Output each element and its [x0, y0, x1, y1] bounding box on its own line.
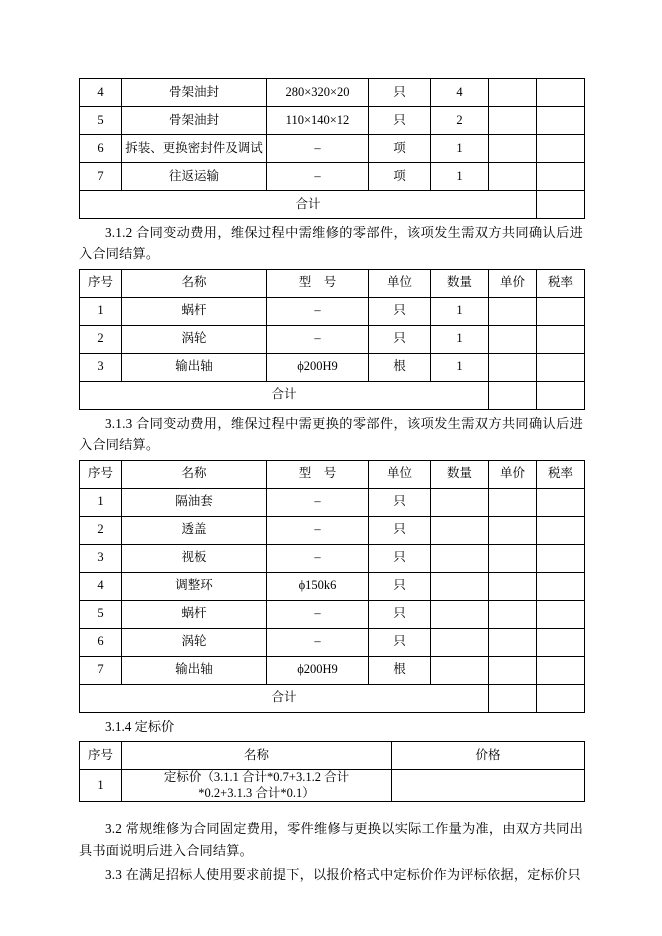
cell-seq: 3: [80, 544, 122, 572]
cell-unit: 只: [369, 628, 431, 656]
cell-tax: [537, 656, 585, 684]
total-value: [537, 191, 585, 219]
header-name: 名称: [122, 269, 267, 297]
cell-model: –: [267, 488, 369, 516]
header-price: 价格: [392, 741, 585, 769]
cell-unit: 根: [369, 353, 431, 381]
cell-model: –: [267, 325, 369, 353]
total-label: 合计: [80, 684, 489, 712]
cell-price: [489, 297, 537, 325]
table-row: [80, 600, 585, 628]
formula-line-1: 定标价（3.1.1 合计*0.7+3.1.2 合计: [163, 769, 350, 784]
table-row: [80, 572, 585, 600]
cell-tax: [537, 325, 585, 353]
cell-name: 隔油套: [122, 488, 267, 516]
cell-name: 蜗杆: [122, 600, 267, 628]
header-seq: 序号: [80, 269, 122, 297]
cell-unit: 只: [369, 544, 431, 572]
header-unit: 单位: [369, 460, 431, 488]
header-model: 型 号: [267, 269, 369, 297]
cell-model: –: [267, 628, 369, 656]
cell-seq: 7: [80, 163, 122, 191]
header-price: 单价: [489, 460, 537, 488]
cell-tax: [537, 297, 585, 325]
cell-model: –: [267, 135, 369, 163]
cell-model: ϕ150k6: [267, 572, 369, 600]
table-header-row: [80, 741, 585, 769]
cell-tax: [537, 544, 585, 572]
cell-unit: 只: [369, 107, 431, 135]
table-header-row: [80, 460, 585, 488]
cell-name: 骨架油封: [122, 107, 267, 135]
table-3-1-4: [79, 741, 585, 802]
cell-formula: [122, 769, 392, 801]
cell-tax: [537, 572, 585, 600]
cell-name: 调整环: [122, 572, 267, 600]
total-tax: [537, 684, 585, 712]
cell-name: 涡轮: [122, 628, 267, 656]
header-tax: 税率: [537, 269, 585, 297]
table-header-row: [80, 269, 585, 297]
cell-unit: 只: [369, 297, 431, 325]
cell-name: 拆装、更换密封件及调试: [122, 135, 267, 163]
table-row: [80, 544, 585, 572]
cell-tax: [537, 600, 585, 628]
cell-unit: 只: [369, 516, 431, 544]
cell-model: 280×320×20: [267, 79, 369, 107]
cell-tax: [537, 516, 585, 544]
cell-price: [489, 572, 537, 600]
cell-qty: 1: [431, 325, 489, 353]
paragraph-3-3: 3.3 在满足招标人使用要求前提下，以报价格式中定标价作为评标依据，定标价只: [105, 866, 581, 882]
paragraph-3-2: 3.2 常规维修为合同固定费用，零件维修与更换以实际工作量为准，由双方共同出具书面说明后进入合同结算。: [79, 821, 583, 858]
header-qty: 数量: [431, 460, 489, 488]
cell-qty: 1: [431, 297, 489, 325]
cell-price: [489, 656, 537, 684]
cell-tax: [537, 163, 585, 191]
table-3-1-1-continued: [79, 78, 585, 219]
cell-name: 骨架油封: [122, 79, 267, 107]
cell-model: –: [267, 544, 369, 572]
cell-price: [489, 79, 537, 107]
header-price: 单价: [489, 269, 537, 297]
total-tax: [537, 381, 585, 409]
total-price: [489, 684, 537, 712]
cell-model: –: [267, 516, 369, 544]
total-price: [489, 381, 537, 409]
table-row: [80, 325, 585, 353]
header-seq: 序号: [80, 741, 122, 769]
table-total-row: [80, 381, 585, 409]
cell-qty: [431, 600, 489, 628]
paragraph-3-1-2: 3.1.2 合同变动费用，维保过程中需维修的零部件，该项发生需双方共同确认后进入合同结算。: [79, 225, 583, 262]
table-row: [80, 107, 585, 135]
table-row: [80, 628, 585, 656]
header-unit: 单位: [369, 269, 431, 297]
cell-model: –: [267, 600, 369, 628]
cell-seq: 5: [80, 600, 122, 628]
closing-paragraphs: [79, 818, 583, 885]
cell-qty: 1: [431, 135, 489, 163]
cell-name: 蜗杆: [122, 297, 267, 325]
table-row: [80, 516, 585, 544]
total-label: 合计: [80, 381, 489, 409]
cell-model: ϕ200H9: [267, 656, 369, 684]
cell-model: ϕ200H9: [267, 353, 369, 381]
cell-price: [392, 769, 585, 801]
cell-price: [489, 516, 537, 544]
cell-unit: 只: [369, 488, 431, 516]
cell-qty: [431, 516, 489, 544]
cell-seq: 7: [80, 656, 122, 684]
cell-tax: [537, 628, 585, 656]
cell-price: [489, 163, 537, 191]
cell-unit: 只: [369, 600, 431, 628]
cell-qty: 1: [431, 353, 489, 381]
table-total-row: [80, 684, 585, 712]
cell-price: [489, 600, 537, 628]
table-3-1-3: [79, 460, 585, 713]
cell-unit: 项: [369, 163, 431, 191]
cell-qty: [431, 572, 489, 600]
cell-model: –: [267, 163, 369, 191]
cell-name: 输出轴: [122, 353, 267, 381]
cell-tax: [537, 79, 585, 107]
cell-unit: 项: [369, 135, 431, 163]
table-row: [80, 297, 585, 325]
table-row: [80, 163, 585, 191]
table-row: [80, 656, 585, 684]
cell-name: 透盖: [122, 516, 267, 544]
cell-price: [489, 107, 537, 135]
cell-unit: 只: [369, 572, 431, 600]
cell-seq: 1: [80, 488, 122, 516]
header-name: 名称: [122, 460, 267, 488]
cell-tax: [537, 107, 585, 135]
cell-seq: 1: [80, 297, 122, 325]
header-model: 型 号: [267, 460, 369, 488]
table-row: [80, 79, 585, 107]
cell-price: [489, 353, 537, 381]
cell-seq: 3: [80, 353, 122, 381]
table-3-1-2: [79, 269, 585, 410]
total-label: 合计: [80, 191, 537, 219]
cell-name: 输出轴: [122, 656, 267, 684]
cell-price: [489, 488, 537, 516]
header-seq: 序号: [80, 460, 122, 488]
cell-seq: 1: [80, 769, 122, 801]
cell-unit: 只: [369, 79, 431, 107]
cell-price: [489, 544, 537, 572]
cell-seq: 5: [80, 107, 122, 135]
header-name: 名称: [122, 741, 392, 769]
cell-seq: 2: [80, 325, 122, 353]
cell-seq: 4: [80, 572, 122, 600]
cell-qty: 4: [431, 79, 489, 107]
table-row: [80, 353, 585, 381]
table-row: [80, 488, 585, 516]
table-total-row: [80, 191, 585, 219]
cell-seq: 6: [80, 628, 122, 656]
cell-qty: [431, 544, 489, 572]
cell-unit: 根: [369, 656, 431, 684]
cell-seq: 4: [80, 79, 122, 107]
cell-qty: 1: [431, 163, 489, 191]
cell-name: 视板: [122, 544, 267, 572]
cell-seq: 6: [80, 135, 122, 163]
formula-line-2: *0.2+3.1.3 合计*0.1）: [198, 785, 315, 800]
cell-qty: [431, 488, 489, 516]
cell-price: [489, 135, 537, 163]
paragraph-3-1-3: 3.1.3 合同变动费用，维保过程中需更换的零部件，该项发生需双方共同确认后进入合同结算。: [79, 415, 583, 453]
header-qty: 数量: [431, 269, 489, 297]
cell-price: [489, 628, 537, 656]
cell-name: 往返运输: [122, 163, 267, 191]
cell-unit: 只: [369, 325, 431, 353]
table-row: [80, 769, 585, 801]
paragraph-3-1-4: 3.1.4 定标价: [105, 718, 175, 734]
cell-seq: 2: [80, 516, 122, 544]
cell-tax: [537, 488, 585, 516]
cell-qty: [431, 656, 489, 684]
cell-tax: [537, 353, 585, 381]
cell-qty: 2: [431, 107, 489, 135]
cell-price: [489, 325, 537, 353]
cell-model: –: [267, 297, 369, 325]
cell-qty: [431, 628, 489, 656]
header-tax: 税率: [537, 460, 585, 488]
table-row: [80, 135, 585, 163]
cell-model: 110×140×12: [267, 107, 369, 135]
cell-name: 涡轮: [122, 325, 267, 353]
cell-tax: [537, 135, 585, 163]
